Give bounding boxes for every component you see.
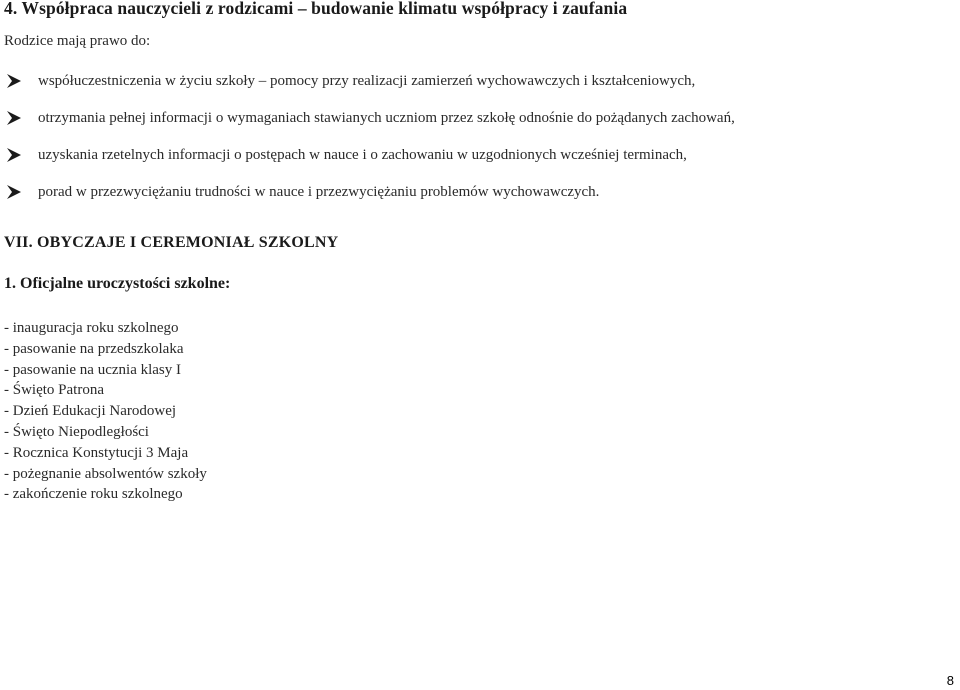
list-item: - zakończenie roku szkolnego: [4, 486, 183, 503]
chapter-title: VII. OBYCZAJE I CEREMONIAŁ SZKOLNY: [4, 234, 339, 251]
list-item-text: porad w przezwyciężaniu trudności w nauce i przezwyciężaniu problemów wychowawczych.: [38, 184, 600, 200]
ceremonies-heading: 1. Oficjalne uroczystości szkolne:: [4, 275, 231, 292]
arrow-bullet-icon: [6, 147, 22, 163]
list-item: - Święto Patrona: [4, 382, 104, 399]
list-item: [0, 181, 735, 218]
arrow-bullet-icon: [6, 184, 22, 200]
arrow-bullet-icon: [6, 110, 22, 126]
list-item: - pożegnanie absolwentów szkoły: [4, 465, 207, 482]
rights-intro: Rodzice mają prawo do:: [4, 33, 151, 49]
list-item-text: otrzymania pełnej informacji o wymaganiach stawianych uczniom przez szkołę odnośnie do pożądanych zachowań,: [38, 110, 735, 126]
list-item: [0, 144, 735, 181]
list-item: - inauguracja roku szkolnego: [4, 320, 179, 336]
list-item: - Święto Niepodległości: [4, 423, 149, 440]
rights-list: [0, 70, 735, 218]
list-item-text: uzyskania rzetelnych informacji o postępach w nauce i o zachowaniu w uzgodnionych wcześniej terminach,: [38, 147, 687, 163]
section-heading: 4. Współpraca nauczycieli z rodzicami – budowanie klimatu współpracy i zaufania: [4, 0, 628, 18]
page-number: 8: [946, 673, 954, 688]
ceremonies-list: [4, 318, 207, 505]
list-item: [0, 70, 735, 107]
list-item: - pasowanie na przedszkolaka: [4, 340, 184, 357]
list-item-text: współuczestniczenia w życiu szkoły – pomocy przy realizacji zamierzeń wychowawczych i kształceniowych,: [38, 73, 696, 89]
list-item: - Rocznica Konstytucji 3 Maja: [4, 444, 189, 461]
list-item: - pasowanie na ucznia klasy I: [4, 361, 182, 378]
list-item: [0, 107, 735, 144]
list-item: - Dzień Edukacji Narodowej: [4, 403, 177, 420]
arrow-bullet-icon: [6, 73, 22, 89]
